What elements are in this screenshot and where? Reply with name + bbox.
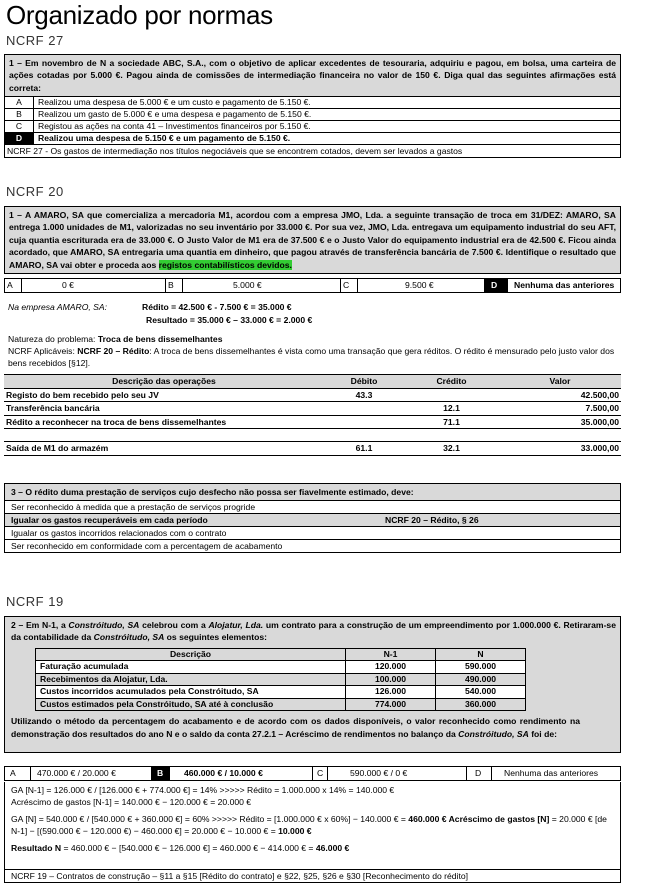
table-row: [36, 686, 526, 699]
page-title: Organizado por normas: [6, 0, 273, 30]
option-b[interactable]: [5, 108, 620, 120]
option-letter: A: [5, 97, 34, 108]
calc-line: GA [N-1] = 126.000 € / [126.000 € + 774.000 €] = 14% >>>>> Rédito = 1.000.000 x 14% = 140.000 €: [11, 785, 395, 795]
ncrf-line: [8, 345, 618, 369]
highlighted-text: registos contabilísticos devidos.: [158, 259, 292, 270]
cell: 42.500,00: [580, 389, 619, 400]
option-d-correct[interactable]: [5, 132, 620, 144]
calc-line: Acréscimo de gastos [N-1] = 140.000 € − 120.000 € = 20.000 €: [11, 797, 252, 807]
option-1[interactable]: Ser reconhecido à medida que a prestação de serviços progride: [5, 500, 620, 513]
option-value[interactable]: 0 €: [22, 279, 166, 292]
calc-formula: Resultado = 35.000 € – 33.000 € =: [146, 315, 284, 325]
option-letter-selected: D: [5, 133, 34, 144]
question-4-box: [4, 616, 621, 753]
question-4-text: [5, 617, 620, 646]
question-1-box: [4, 54, 621, 158]
cell: Custos incorridos acumulados pela Constróitudo, SA: [36, 686, 346, 699]
question-2-options: [4, 278, 621, 293]
option-value[interactable]: Nenhuma das anteriores: [504, 768, 599, 778]
question-2-box: [4, 206, 621, 274]
option-letter[interactable]: C: [341, 279, 358, 292]
contract-data-table: [35, 648, 526, 712]
option-text: Realizou uma despesa de 5.150 € e um pagamento de 5.150 €.: [38, 133, 291, 144]
cell: 7.500,00: [499, 402, 621, 416]
cell: 590.000: [436, 661, 526, 674]
cell: Transferência bancária: [4, 402, 324, 416]
cell: 43.3: [355, 389, 373, 400]
question-4-note: NCRF 19 – Contratos de construção – §11 a §15 [Rédito do contrato] e §22, §25, §26 e §30 [Reconhecimento do rédito]: [5, 869, 620, 882]
cell: 33.000,00: [499, 442, 621, 456]
option-a[interactable]: [5, 96, 620, 108]
calc-formula: Rédito = 42.500 € - 7.500 € =: [142, 302, 259, 312]
table-header-row: [4, 375, 621, 389]
cell: 540.000: [436, 686, 526, 699]
cell: 35.000,00: [499, 415, 621, 429]
bold-text: 46.000 €: [315, 843, 350, 853]
option-letter[interactable]: D: [467, 767, 492, 780]
calc-label: Na empresa AMARO, SA:: [8, 302, 108, 312]
cell: [324, 415, 404, 429]
cell: Custos estimados pela Constróitudo, SA até à conclusão: [36, 698, 346, 711]
text: Utilizando o método da percentagem do acabamento e de acordo com os dados disponíveis, o valor reconhecido como rendimento na demonstração dos resultados do ano N e o saldo da conta 27.2.1 – Acréscimo de rendimentos no balanço da: [11, 716, 580, 739]
text: = 20.000 € [de N-1] − [(590.000 € − 120.000 €) − 460.000 €] = 20.000 € − 10.000 € =: [11, 814, 607, 836]
ncrf-text: : A troca de bens dissemelhantes é vista como uma transação que gera réditos. O rédito é mensurado pelo justo valor dos bens recebidos [§12].: [8, 346, 615, 368]
question-2-text: [5, 207, 620, 273]
calc-result: 35.000 €: [258, 302, 292, 312]
option-letter[interactable]: A: [5, 767, 31, 780]
table-row: [4, 415, 621, 429]
cell: 100.000: [346, 673, 436, 686]
option-value[interactable]: 590.000 € / 0 €: [328, 767, 467, 780]
option-letter-selected[interactable]: B: [152, 767, 170, 780]
question-4-text-2: [5, 713, 620, 742]
option-c[interactable]: [5, 120, 620, 132]
question-2-body: 1 – A AMARO, SA que comercializa a mercadoria M1, acordou com a empresa JMO, Lda. a seguinte transação de troca em 31/DEZ: AMARO, SA entrega 1.000 unidades de M1, valorizadas no seu inventário por 33.000 €. Por sua vez, JMO, Lda. entregava um equipamento industrial do seu AFT, cuja quantia escriturada era de 33.000 €. O Justo Valor de M1 era de 37.500 € e o Justo Valor do equipamento industrial era de 42.500 €. Ficou ainda acordado, que AMARO, SA entregaria uma quantia em dinheiro, que pagou através de transferência bancária de 7.500 €. Identifique o resultado que AMARO, SA vai obter e proceda aos: [9, 210, 616, 270]
cell: Rédito a reconhecer na troca de bens dissemelhantes: [4, 415, 324, 429]
section-heading-ncrf27: NCRF 27: [6, 33, 64, 48]
nature-label: Natureza do problema:: [8, 334, 98, 344]
bold-text: Resultado N: [11, 843, 62, 853]
text: 2 – Em N-1, a: [11, 620, 69, 630]
table-row: [4, 402, 621, 416]
option-value[interactable]: 9.500 €: [358, 279, 485, 292]
calc-line: [11, 842, 614, 854]
question-4-options: [4, 766, 621, 781]
option-value[interactable]: Nenhuma das anteriores: [514, 280, 615, 290]
option-letter[interactable]: A: [5, 279, 22, 292]
calc-line: [11, 813, 614, 837]
cell: 490.000: [436, 673, 526, 686]
option-3[interactable]: Igualar os gastos incorridos relacionados com o contrato: [5, 526, 620, 539]
table-header-row: [36, 648, 526, 661]
option-letter[interactable]: C: [313, 767, 328, 780]
question-1-text: 1 – Em novembro de N a sociedade ABC, S.A., com o objetivo de aplicar excedentes de tesouraria, adquiriu e pagou, em bolsa, uma carteira de ações cotadas por 5.000 €. Pagou ainda de comissões de intermediação financeira no valor de 150 €. Diga qual das seguintes afirmações está correta:: [5, 55, 620, 96]
calc-line-1: [8, 301, 618, 313]
table-row: [36, 673, 526, 686]
cell: [324, 402, 404, 416]
cell: Recebimentos da Alojatur, Lda.: [36, 673, 346, 686]
option-value[interactable]: 5.000 €: [183, 279, 341, 292]
column-header: Descrição: [36, 648, 346, 661]
table-row: [36, 661, 526, 674]
text: celebrou com a: [139, 620, 209, 630]
calculations: [5, 782, 620, 856]
column-header: Valor: [499, 375, 621, 389]
cell: 32.1: [404, 442, 499, 456]
option-text: Igualar os gastos recuperáveis em cada período: [11, 515, 208, 526]
ncrf-label: NCRF Aplicáveis:: [8, 346, 78, 356]
nature-value: Troca de bens dissemelhantes: [97, 334, 223, 344]
company-name: Constróitudo, SA: [458, 728, 529, 739]
text: = 460.000 € − [540.000 € − 126.000 €] = 460.000 € − 414.000 € =: [61, 843, 316, 853]
column-header: N-1: [346, 648, 436, 661]
company-name: Constróitudo, SA: [93, 632, 165, 643]
text: foi de:: [528, 728, 557, 739]
cell: 61.1: [324, 442, 404, 456]
bold-text: 460.000 € Acréscimo de gastos [N]: [408, 814, 550, 824]
text: os seguintes elementos:: [164, 632, 267, 643]
cell: Faturação acumulada: [36, 661, 346, 674]
cell: 71.1: [404, 415, 499, 429]
calculation-box: [4, 782, 621, 883]
column-header: Descrição das operações: [4, 375, 324, 389]
answer-reference: NCRF 20 – Rédito, § 26: [385, 515, 479, 526]
option-letter[interactable]: B: [166, 279, 183, 292]
calc-line-2: [146, 314, 647, 326]
column-header: N: [436, 648, 526, 661]
column-header: Débito: [324, 375, 404, 389]
column-header: Crédito: [404, 375, 499, 389]
calc-result: 2.000 €: [283, 315, 313, 325]
company-name: Constróitudo, SA: [68, 620, 140, 630]
option-2-correct[interactable]: [5, 513, 620, 526]
table-row: [36, 698, 526, 711]
cell: [404, 388, 499, 402]
text: um contrato para a construção de um empreendimento por 1.000.000 €. Retiraram-se da contabilidade da: [11, 620, 616, 643]
option-letter: C: [5, 121, 34, 132]
option-letter: B: [5, 109, 34, 120]
question-3-text: 3 – O rédito duma prestação de serviços cujo desfecho não possa ser fiavelmente estimado, deve:: [5, 484, 620, 500]
question-3-box: [4, 483, 621, 553]
ncrf-bold: NCRF 20 – Rédito: [77, 346, 150, 356]
operations-table: [4, 374, 621, 456]
option-4[interactable]: Ser reconhecido em conformidade com a percentagem de acabamento: [5, 539, 620, 552]
table-row: [4, 442, 621, 456]
cell: 360.000: [436, 698, 526, 711]
cell: 12.1: [404, 402, 499, 416]
option-text: Realizou uma despesa de 5.000 € e um custo e pagamento de 5.150 €.: [38, 97, 311, 108]
cell: 774.000: [346, 698, 436, 711]
cell: 126.000: [346, 686, 436, 699]
option-text: Realizou um gasto de 5.000 € e uma despesa e pagamento de 5.150 €.: [38, 109, 312, 120]
nature-line: [8, 333, 618, 345]
section-heading-ncrf20: NCRF 20: [6, 184, 64, 199]
section-heading-ncrf19: NCRF 19: [6, 594, 64, 609]
table-row: [4, 388, 621, 402]
bold-text: 10.000 €: [278, 826, 312, 836]
option-letter-selected[interactable]: D: [485, 279, 508, 292]
company-name: Alojatur, Lda.: [208, 620, 264, 630]
cell: Registo do bem recebido pelo seu JV: [6, 389, 159, 400]
cell: Saída de M1 do armazém: [4, 442, 324, 456]
cell: 120.000: [346, 661, 436, 674]
option-text: Registou as ações na conta 41 – Investimentos financeiros por 5.150 €.: [38, 121, 311, 132]
table-spacer-row: [4, 429, 621, 442]
text: GA [N] = 540.000 € / [540.000 € + 360.000 €] = 60% >>>>> Rédito = [1.000.000 € x 60%] − 140.000 € =: [11, 814, 409, 824]
option-value[interactable]: 460.000 € / 10.000 €: [170, 767, 313, 780]
option-value[interactable]: 470.000 € / 20.000 €: [31, 767, 152, 780]
question-1-note: NCRF 27 - Os gastos de intermediação nos títulos negociáveis que se encontrem cotados, devem ser levados a gastos: [5, 144, 620, 157]
